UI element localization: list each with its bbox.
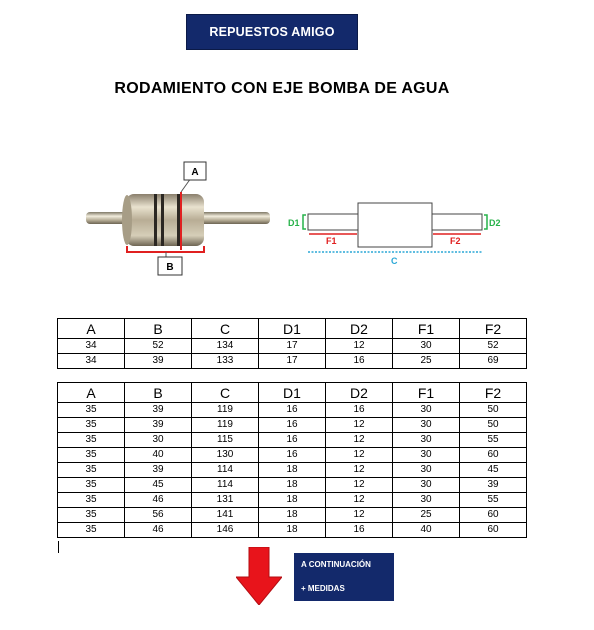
table-cell: 30	[393, 418, 460, 433]
table-cell: 39	[460, 478, 527, 493]
table-cell: 35	[58, 478, 125, 493]
table-cell: 25	[393, 354, 460, 369]
table-cell: 35	[58, 493, 125, 508]
table-cell: 12	[326, 433, 393, 448]
schematic-body	[358, 203, 432, 247]
table-cell: 16	[326, 354, 393, 369]
table-cell: 130	[192, 448, 259, 463]
table-cell: 30	[393, 403, 460, 418]
down-arrow-icon	[236, 547, 282, 605]
table-row	[58, 493, 527, 508]
table-cell: 16	[259, 403, 326, 418]
table-cell: 18	[259, 478, 326, 493]
continue-banner	[294, 553, 394, 601]
table-cell: 115	[192, 433, 259, 448]
table-cell: 46	[125, 523, 192, 538]
col-f2-header: F2	[460, 319, 527, 339]
table-cell: 30	[393, 339, 460, 354]
table-row	[58, 523, 527, 538]
table-cell: 35	[58, 418, 125, 433]
col-c-header: C	[192, 383, 259, 403]
table-cell: 30	[393, 493, 460, 508]
table-cell: 35	[58, 403, 125, 418]
table-cell: 35	[58, 433, 125, 448]
table-cell: 45	[460, 463, 527, 478]
table-cell: 39	[125, 354, 192, 369]
table-cell: 50	[460, 418, 527, 433]
label-f1: F1	[326, 236, 337, 246]
table-cell: 114	[192, 463, 259, 478]
table-cell: 45	[125, 478, 192, 493]
col-d2-header: D2	[326, 319, 393, 339]
col-a-header: A	[58, 383, 125, 403]
table-cell: 12	[326, 463, 393, 478]
table-cell: 16	[259, 418, 326, 433]
table-cell: 30	[393, 463, 460, 478]
table-row	[58, 403, 527, 418]
table-cell: 40	[125, 448, 192, 463]
table-row	[58, 463, 527, 478]
table-row	[58, 508, 527, 523]
bearing-body	[126, 194, 204, 246]
dimensions-table-1	[57, 318, 527, 369]
table-cell: 60	[460, 448, 527, 463]
col-f1-header: F1	[393, 319, 460, 339]
table-row	[58, 339, 527, 354]
col-b-header: B	[125, 319, 192, 339]
table-cell: 141	[192, 508, 259, 523]
table-cell: 35	[58, 508, 125, 523]
col-f1-header: F1	[393, 383, 460, 403]
table-cell: 18	[259, 523, 326, 538]
table-cell: 60	[460, 508, 527, 523]
col-b-header: B	[125, 383, 192, 403]
col-d1-header: D1	[259, 319, 326, 339]
table-cell: 30	[393, 433, 460, 448]
table-cell: 34	[58, 354, 125, 369]
brand-banner: REPUESTOS AMIGO	[186, 14, 358, 50]
table-cell: 30	[393, 448, 460, 463]
schematic-drawing	[282, 196, 508, 268]
table-cell: 50	[460, 403, 527, 418]
table-header-row	[58, 383, 527, 403]
table-cell: 114	[192, 478, 259, 493]
marker-a-line	[180, 192, 182, 250]
col-c-header: C	[192, 319, 259, 339]
table-cell: 12	[326, 508, 393, 523]
table-cell: 52	[460, 339, 527, 354]
table-cell: 56	[125, 508, 192, 523]
table-cell: 35	[58, 463, 125, 478]
label-f2: F2	[450, 236, 461, 246]
label-b: B	[166, 262, 174, 273]
table-cell: 30	[393, 478, 460, 493]
table-cell: 12	[326, 448, 393, 463]
table-body	[58, 403, 527, 538]
more-sizes-text: + MEDIDAS	[301, 584, 345, 593]
table-cell: 39	[125, 463, 192, 478]
table-cell: 40	[393, 523, 460, 538]
dimensions-table-2	[57, 382, 527, 538]
table-cell: 60	[460, 523, 527, 538]
table-row	[58, 448, 527, 463]
table-cell: 16	[326, 403, 393, 418]
table-cell: 55	[460, 433, 527, 448]
product-photo	[78, 154, 278, 280]
label-d2: D2	[489, 218, 501, 228]
text-cursor	[58, 541, 59, 553]
continue-text: A CONTINUACIÓN	[301, 560, 371, 569]
table-cell: 34	[58, 339, 125, 354]
table-cell: 69	[460, 354, 527, 369]
table-cell: 18	[259, 463, 326, 478]
table-cell: 12	[326, 493, 393, 508]
table-cell: 12	[326, 478, 393, 493]
table-cell: 39	[125, 403, 192, 418]
table-cell: 25	[393, 508, 460, 523]
table-header-row	[58, 319, 527, 339]
col-f2-header: F2	[460, 383, 527, 403]
table-row	[58, 354, 527, 369]
table-cell: 39	[125, 418, 192, 433]
col-d1-header: D1	[259, 383, 326, 403]
table-cell: 17	[259, 354, 326, 369]
table-cell: 119	[192, 418, 259, 433]
table-cell: 119	[192, 403, 259, 418]
page-title: RODAMIENTO CON EJE BOMBA DE AGUA	[114, 80, 450, 97]
table-cell: 12	[326, 418, 393, 433]
table-cell: 52	[125, 339, 192, 354]
table-cell: 133	[192, 354, 259, 369]
table-cell: 30	[125, 433, 192, 448]
table-cell: 18	[259, 508, 326, 523]
table-cell: 131	[192, 493, 259, 508]
label-d1: D1	[288, 218, 300, 228]
col-d2-header: D2	[326, 383, 393, 403]
table-cell: 46	[125, 493, 192, 508]
table-cell: 16	[326, 523, 393, 538]
table-row	[58, 433, 527, 448]
table-cell: 35	[58, 523, 125, 538]
table-cell: 146	[192, 523, 259, 538]
table-cell: 55	[460, 493, 527, 508]
label-c: C	[391, 256, 398, 266]
table-cell: 18	[259, 493, 326, 508]
table-cell: 16	[259, 433, 326, 448]
table-cell: 16	[259, 448, 326, 463]
label-a: A	[191, 167, 199, 178]
table-cell: 134	[192, 339, 259, 354]
marker-b-line	[127, 246, 204, 252]
table-cell: 35	[58, 448, 125, 463]
table-body	[58, 339, 527, 369]
table-row	[58, 478, 527, 493]
table-row	[58, 418, 527, 433]
col-a-header: A	[58, 319, 125, 339]
table-cell: 12	[326, 339, 393, 354]
table-cell: 17	[259, 339, 326, 354]
